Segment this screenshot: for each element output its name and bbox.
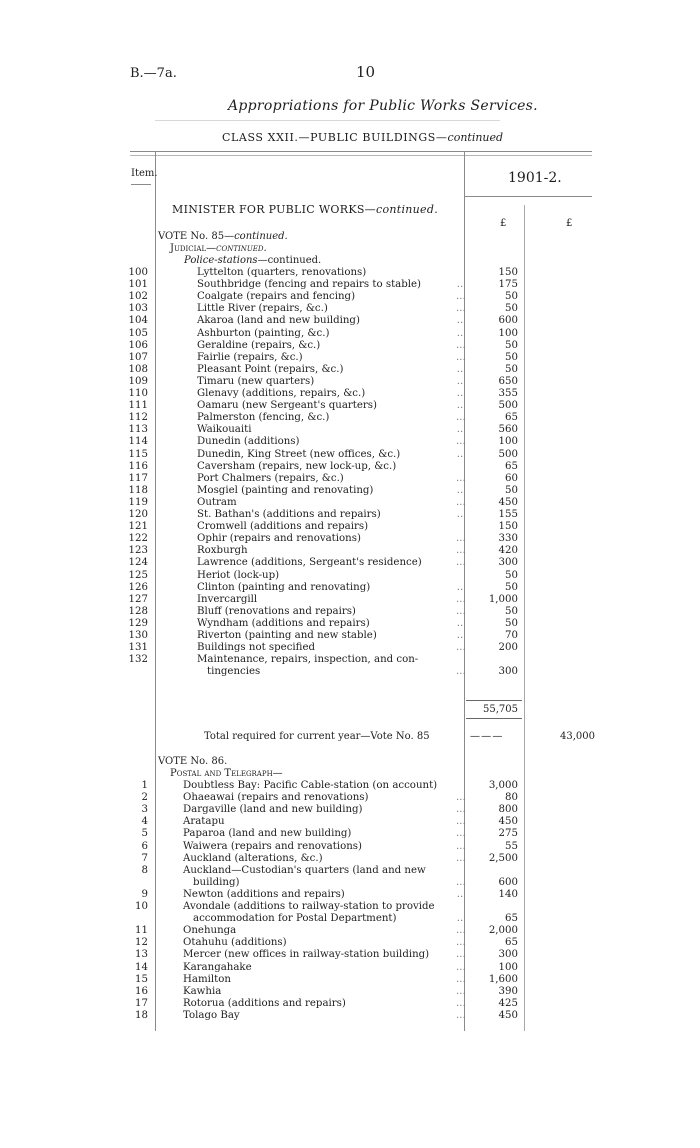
table-row (0, 509, 700, 521)
item-number: 115 (128, 448, 148, 460)
item-amount: 300 (498, 949, 518, 961)
item-description: Ophir (repairs and renovations) (197, 533, 361, 545)
item-amount: 100 (498, 961, 518, 973)
minister-heading-suffix: continued. (375, 203, 439, 216)
leader-dots: ... (456, 545, 466, 557)
item-amount: 355 (498, 388, 518, 399)
leader-dots: ... (456, 961, 466, 973)
table-row (0, 364, 700, 376)
table-row (0, 877, 700, 889)
item-description: Little River (repairs, &c.) (197, 303, 328, 315)
item-amount: 50 (505, 339, 518, 351)
item-amount: 1,600 (488, 973, 518, 985)
item-description: Aratapu (183, 816, 225, 828)
item-description: Waikouaiti (197, 424, 252, 436)
item-number: 107 (128, 351, 148, 363)
table-row (0, 461, 700, 473)
table-row (0, 594, 700, 606)
item-description: Heriot (lock-up) (197, 569, 280, 581)
minister-heading (172, 203, 438, 216)
vote-85-heading-suffix: continued. (234, 231, 288, 242)
leader-dots: .. (456, 509, 464, 520)
leader-dots: ... (456, 816, 466, 828)
item-amount: 330 (498, 533, 518, 545)
item-description: Roxburgh (197, 545, 248, 557)
leader-dots: ... (456, 925, 466, 937)
leader-dots: ... (456, 642, 466, 654)
table-row (0, 780, 700, 792)
item-number: 102 (128, 291, 148, 303)
item-column-header: Item. (131, 168, 158, 179)
item-description: Akaroa (land and new building) (197, 315, 360, 327)
item-amount: 65 (505, 937, 518, 949)
item-number: 119 (128, 496, 148, 508)
item-amount: 65 (505, 460, 518, 472)
item-description: Avondale (additions to railway-station to provide (183, 901, 435, 912)
leader-dots: ... (456, 828, 466, 840)
item-amount: 500 (498, 448, 518, 460)
table-row (0, 666, 700, 678)
currency-symbol-col1: £ (500, 218, 507, 229)
police-stations-heading-suffix: —continued. (257, 255, 322, 266)
item-description: Caversham (repairs, new lock-up, &c.) (197, 460, 397, 472)
item-description: Auckland (alterations, &c.) (183, 852, 323, 864)
leader-dots: .. (456, 630, 464, 641)
leader-dots: ... (456, 557, 466, 569)
item-amount: 55 (505, 840, 518, 852)
item-amount: 450 (498, 496, 518, 508)
item-number: 114 (128, 436, 148, 448)
item-description: Bluff (renovations and repairs) (197, 605, 356, 617)
vote-85-total-dashes: — — — (470, 731, 502, 742)
item-number: 18 (135, 1009, 148, 1021)
item-number: 12 (135, 937, 148, 949)
item-number: 9 (141, 888, 148, 900)
item-amount: 3,000 (488, 780, 518, 791)
item-amount: 275 (498, 828, 518, 840)
item-amount: 50 (505, 351, 518, 363)
item-amount: 80 (505, 792, 518, 804)
table-row (0, 853, 700, 865)
table-row (0, 340, 700, 352)
table-row (0, 654, 700, 666)
item-description: tingencies (207, 666, 261, 678)
leader-dots: ... (456, 1009, 466, 1021)
item-amount: 100 (498, 327, 518, 339)
table-row (0, 901, 700, 913)
item-amount: 560 (498, 424, 518, 436)
item-amount: 50 (505, 605, 518, 617)
item-number: 123 (128, 545, 148, 557)
leader-dots: ... (456, 303, 466, 315)
item-amount: 390 (498, 985, 518, 997)
item-number: 2 (141, 792, 148, 804)
table-row (0, 315, 700, 327)
item-amount: 450 (498, 1009, 518, 1021)
table-row (0, 291, 700, 303)
item-number: 1 (141, 780, 148, 791)
table-top-rule-inner (130, 155, 592, 156)
item-number: 6 (141, 840, 148, 852)
item-amount: 600 (498, 315, 518, 327)
item-number: 15 (135, 973, 148, 985)
table-row (0, 998, 700, 1010)
item-number: 120 (128, 509, 148, 520)
leader-dots: ... (456, 840, 466, 852)
table-row (0, 913, 700, 925)
item-number: 117 (128, 472, 148, 484)
leader-dots: ... (456, 997, 466, 1009)
item-description: Geraldine (repairs, &c.) (197, 339, 321, 351)
item-amount: 50 (505, 569, 518, 581)
police-stations-heading-text: Police-stations (184, 255, 258, 266)
table-row (0, 582, 700, 594)
item-description: Mercer (new offices in railway-station building) (183, 949, 430, 961)
item-number: 132 (128, 654, 148, 666)
vote-85-subtotal: 55,705 (483, 704, 518, 715)
leader-dots: .. (456, 363, 464, 375)
item-description: Invercargill (197, 593, 258, 605)
item-amount: 65 (505, 412, 518, 424)
rule-under-title (155, 120, 500, 121)
leader-dots: ... (456, 973, 466, 985)
item-amount: 50 (505, 581, 518, 593)
leader-dots: ... (456, 852, 466, 864)
subtotal-bottom-rule (466, 718, 522, 719)
leader-dots: .. (456, 448, 464, 460)
item-description: Paparoa (land and new building) (183, 828, 352, 840)
item-amount: 175 (498, 279, 518, 291)
item-header-underline (131, 184, 151, 185)
leader-dots: ... (456, 436, 466, 448)
item-number: 105 (128, 327, 148, 339)
item-number: 118 (128, 484, 148, 496)
leader-dots: .. (456, 400, 464, 412)
item-description: building) (193, 876, 240, 888)
table-row (0, 570, 700, 582)
item-number: 104 (128, 315, 148, 327)
item-description: Onehunga (183, 925, 237, 937)
item-description: Cromwell (additions and repairs) (197, 521, 369, 533)
table-row (0, 937, 700, 949)
item-description: accommodation for Postal Department) (193, 913, 397, 925)
item-amount: 60 (505, 472, 518, 484)
table-row (0, 889, 700, 901)
table-row (0, 804, 700, 816)
item-description: Oamaru (new Sergeant's quarters) (197, 400, 377, 412)
table-row (0, 412, 700, 424)
table-row (0, 521, 700, 533)
item-number: 10 (135, 901, 148, 912)
leader-dots: .. (456, 617, 464, 629)
table-row (0, 303, 700, 315)
item-description: Maintenance, repairs, inspection, and con- (197, 654, 419, 666)
table-row (0, 986, 700, 998)
leader-dots: .. (456, 581, 464, 593)
table-row (0, 949, 700, 961)
table-row (0, 841, 700, 853)
item-amount: 1,000 (488, 593, 518, 605)
year-header-rule (464, 196, 592, 197)
item-amount: 425 (498, 997, 518, 1009)
item-description: Clinton (painting and renovating) (197, 581, 371, 593)
table-row (0, 618, 700, 630)
item-number: 109 (128, 375, 148, 387)
item-number: 112 (128, 412, 148, 424)
table-row (0, 424, 700, 436)
leader-dots: ... (456, 339, 466, 351)
table-row (0, 279, 700, 291)
item-amount: 200 (498, 642, 518, 654)
leader-dots: ... (456, 792, 466, 804)
item-description: Wyndham (additions and repairs) (197, 617, 370, 629)
table-row (0, 376, 700, 388)
table-row (0, 974, 700, 986)
leader-dots: .. (456, 375, 464, 387)
item-description: Dunedin, King Street (new offices, &c.) (197, 448, 401, 460)
table-row (0, 497, 700, 509)
leader-dots: ... (456, 472, 466, 484)
leader-dots: ... (456, 291, 466, 303)
leader-dots: .. (456, 424, 464, 436)
item-description: Outram (197, 496, 237, 508)
vote-86-heading: VOTE No. 86. (158, 756, 228, 767)
leader-dots: ... (456, 533, 466, 545)
item-description: Ohaeawai (repairs and renovations) (183, 792, 369, 804)
year-column-header: 1901-2. (508, 170, 562, 186)
item-description: Fairlie (repairs, &c.) (197, 351, 303, 363)
item-number: 11 (135, 925, 148, 937)
item-description: Karangahake (183, 961, 252, 973)
item-number: 130 (128, 630, 148, 641)
item-amount: 300 (498, 557, 518, 569)
leader-dots: .. (456, 327, 464, 339)
subtotal-rule (466, 700, 522, 701)
page-number: 10 (356, 63, 376, 81)
page-reference: B.—7a. (130, 66, 177, 81)
vote-85-total-amount: 43,000 (560, 731, 595, 742)
item-number: 7 (141, 852, 148, 864)
item-number: 113 (128, 424, 148, 436)
table-row (0, 485, 700, 497)
item-description: Port Chalmers (repairs, &c.) (197, 472, 344, 484)
table-row (0, 865, 700, 877)
item-description: Waiwera (repairs and renovations) (183, 840, 362, 852)
table-row (0, 436, 700, 448)
judicial-heading-text: Judicial— (170, 243, 217, 254)
leader-dots: ... (456, 605, 466, 617)
leader-dots: ... (456, 876, 466, 888)
item-amount: 100 (498, 436, 518, 448)
item-number: 17 (135, 997, 148, 1009)
item-amount: 800 (498, 804, 518, 816)
table-row (0, 828, 700, 840)
item-number: 122 (128, 533, 148, 545)
item-amount: 150 (498, 521, 518, 533)
item-description: Auckland—Custodian's quarters (land and new (183, 864, 426, 876)
leader-dots: ... (456, 949, 466, 961)
item-number: 126 (128, 581, 148, 593)
table-row (0, 557, 700, 569)
item-description: Rotorua (additions and repairs) (183, 997, 346, 1009)
police-stations-heading (184, 255, 321, 266)
class-heading (222, 131, 503, 144)
table-row (0, 473, 700, 485)
item-description: Doubtless Bay: Pacific Cable-station (on account) (183, 780, 438, 791)
item-amount: 450 (498, 816, 518, 828)
item-amount: 500 (498, 400, 518, 412)
item-amount: 155 (498, 509, 518, 520)
item-number: 101 (128, 279, 148, 291)
item-number: 125 (128, 569, 148, 581)
table-row (0, 925, 700, 937)
leader-dots: .. (456, 484, 464, 496)
vote-85-total-label: Total required for current year—Vote No. 85 (204, 731, 430, 742)
item-description: Dargaville (land and new building) (183, 804, 363, 816)
leader-dots: ... (456, 804, 466, 816)
item-description: Otahuhu (additions) (183, 937, 287, 949)
vote-85-heading (158, 231, 288, 242)
vote-85-heading-text: VOTE No. 85— (158, 231, 235, 242)
item-description: Pleasant Point (repairs, &c.) (197, 363, 344, 375)
item-amount: 65 (505, 913, 518, 925)
item-description: Hamilton (183, 973, 231, 985)
item-description: Buildings not specified (197, 642, 316, 654)
item-description: St. Bathan's (additions and repairs) (197, 509, 381, 520)
item-amount: 300 (498, 666, 518, 678)
item-number: 108 (128, 363, 148, 375)
item-number: 3 (141, 804, 148, 816)
item-amount: 50 (505, 291, 518, 303)
item-number: 128 (128, 605, 148, 617)
table-row (0, 1010, 700, 1022)
judicial-heading (170, 243, 267, 254)
leader-dots: ... (456, 937, 466, 949)
item-number: 5 (141, 828, 148, 840)
item-amount: 50 (505, 363, 518, 375)
item-description: Riverton (painting and new stable) (197, 630, 377, 641)
currency-symbol-col2: £ (566, 218, 573, 229)
item-number: 116 (128, 460, 148, 472)
class-heading-text: CLASS XXII.—PUBLIC BUILDINGS— (222, 131, 448, 144)
minister-heading-text: MINISTER FOR PUBLIC WORKS— (172, 203, 376, 216)
item-description: Lyttelton (quarters, renovations) (197, 267, 367, 278)
table-row (0, 267, 700, 279)
item-amount: 140 (498, 888, 518, 900)
table-top-rule (130, 151, 592, 152)
item-amount: 150 (498, 267, 518, 278)
leader-dots: ... (456, 412, 466, 424)
leader-dots: .. (456, 279, 464, 291)
item-description: Southbridge (fencing and repairs to stable) (197, 279, 422, 291)
leader-dots: ... (456, 351, 466, 363)
leader-dots: .. (456, 315, 464, 327)
item-number: 14 (135, 961, 148, 973)
table-row (0, 533, 700, 545)
table-row (0, 449, 700, 461)
table-row (0, 545, 700, 557)
item-amount: 420 (498, 545, 518, 557)
item-number: 111 (128, 400, 148, 412)
item-description: Coalgate (repairs and fencing) (197, 291, 356, 303)
leader-dots: ... (456, 496, 466, 508)
table-row (0, 630, 700, 642)
item-number: 110 (128, 388, 148, 399)
item-description: Tolago Bay (183, 1009, 240, 1021)
table-row (0, 400, 700, 412)
table-row (0, 606, 700, 618)
item-description: Dunedin (additions) (197, 436, 300, 448)
item-number: 13 (135, 949, 148, 961)
item-amount: 50 (505, 303, 518, 315)
item-number: 129 (128, 617, 148, 629)
postal-telegraph-heading: Postal and Telegraph— (170, 768, 283, 779)
leader-dots: .. (456, 888, 464, 900)
item-number: 127 (128, 593, 148, 605)
item-number: 8 (141, 864, 148, 876)
table-row (0, 642, 700, 654)
table-row (0, 388, 700, 400)
item-description: Lawrence (additions, Sergeant's residence) (197, 557, 422, 569)
item-amount: 2,000 (488, 925, 518, 937)
item-number: 16 (135, 985, 148, 997)
item-amount: 50 (505, 484, 518, 496)
table-row (0, 328, 700, 340)
item-number: 103 (128, 303, 148, 315)
item-number: 131 (128, 642, 148, 654)
item-number: 106 (128, 339, 148, 351)
item-amount: 2,500 (488, 852, 518, 864)
item-description: Ashburton (painting, &c.) (197, 327, 330, 339)
page-title: Appropriations for Public Works Services. (228, 98, 538, 114)
item-description: Kawhia (183, 985, 222, 997)
item-description: Timaru (new quarters) (197, 375, 315, 387)
item-number: 121 (128, 521, 148, 533)
item-description: Newton (additions and repairs) (183, 888, 345, 900)
item-amount: 600 (498, 876, 518, 888)
item-description: Mosgiel (painting and renovating) (197, 484, 374, 496)
item-amount: 50 (505, 617, 518, 629)
item-number: 4 (141, 816, 148, 828)
class-heading-suffix: continued (447, 131, 504, 144)
item-amount: 650 (498, 375, 518, 387)
table-row (0, 962, 700, 974)
leader-dots: .. (456, 913, 464, 925)
item-amount: 70 (505, 630, 518, 641)
table-row (0, 352, 700, 364)
leader-dots: ... (456, 593, 466, 605)
leader-dots: ... (456, 666, 466, 678)
item-number: 124 (128, 557, 148, 569)
judicial-heading-suffix: continued. (216, 243, 267, 254)
item-number: 100 (128, 267, 148, 278)
item-description: Glenavy (additions, repairs, &c.) (197, 388, 366, 399)
leader-dots: ... (456, 985, 466, 997)
item-description: Palmerston (fencing, &c.) (197, 412, 330, 424)
leader-dots: .. (456, 388, 464, 399)
table-row (0, 792, 700, 804)
table-row (0, 816, 700, 828)
